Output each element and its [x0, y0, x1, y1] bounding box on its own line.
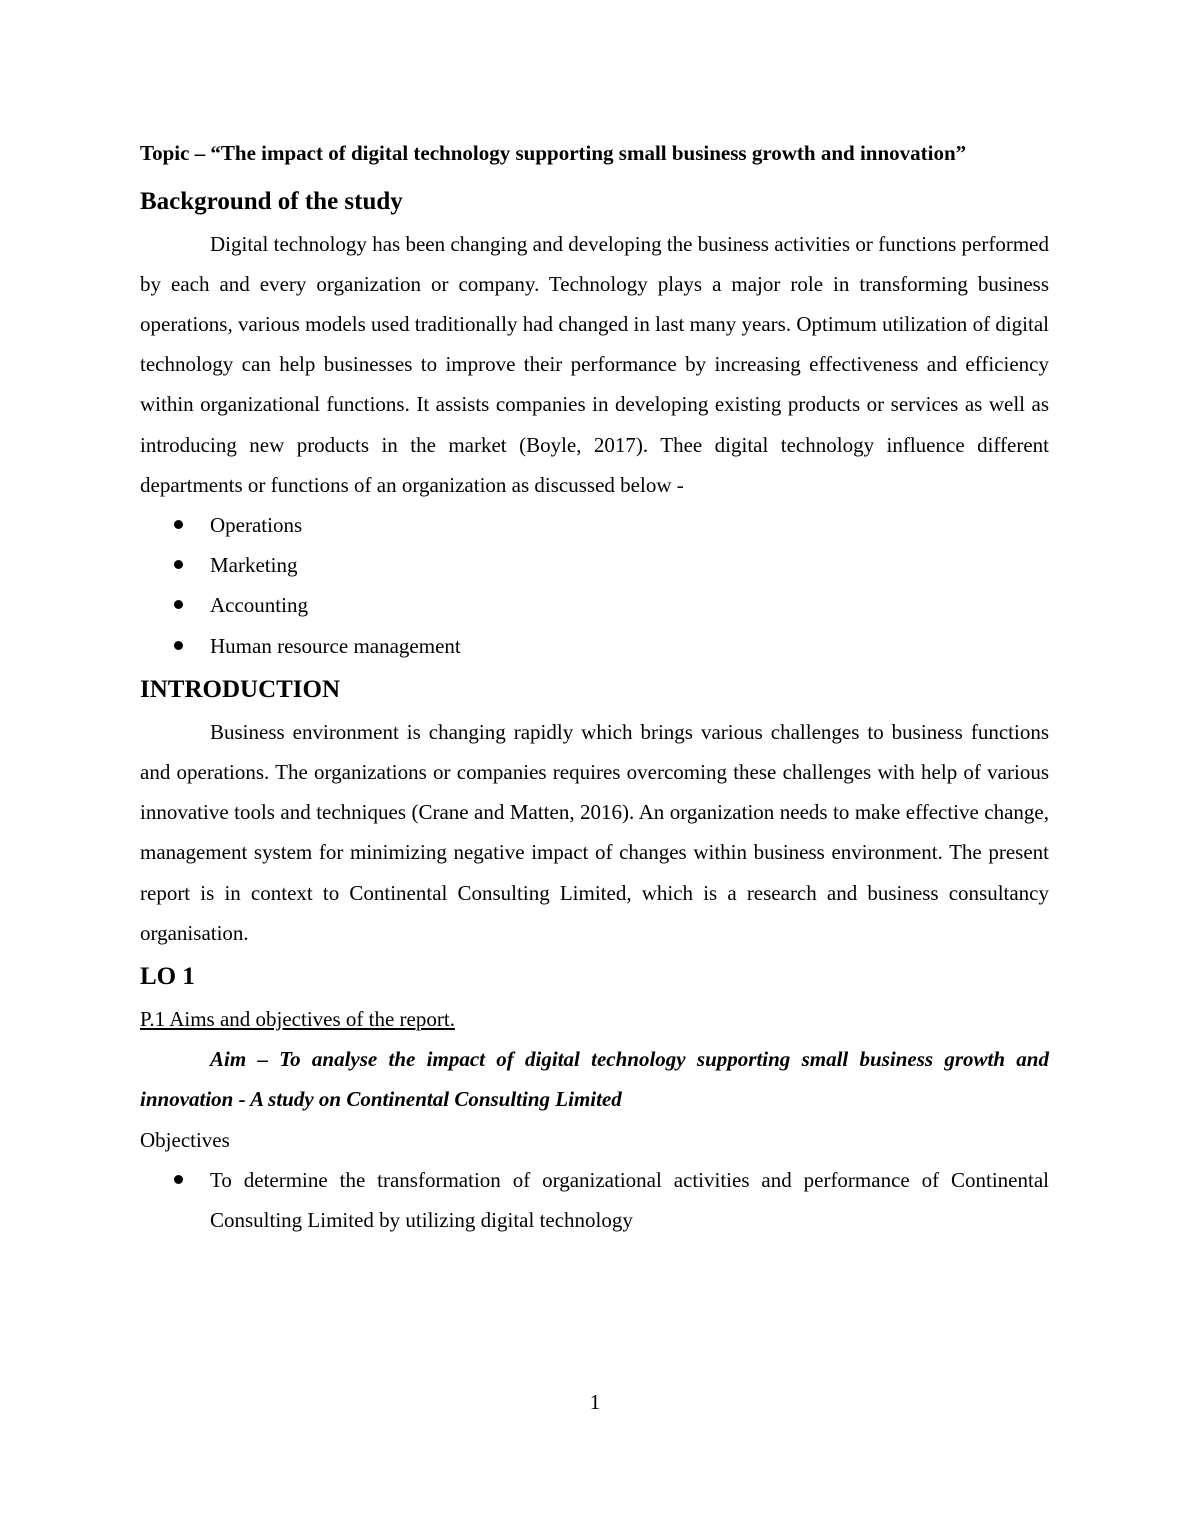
background-paragraph: Digital technology has been changing and developing the business activities or functions performed by each and every organization or company. Technology plays a major role in transforming business operations, various models used traditionally had changed in last many years. Optimum utilization of digital technology can help businesses to improve their performance by increasing effectiveness and efficiency within organizational functions. It assists companies in developing existing products or services as well as introducing new products in the market (Boyle, 2017). Thee digital technology influence different departments or functions of an organization as discussed below -: [140, 231, 1049, 497]
introduction-paragraph: Business environment is changing rapidly which brings various challenges to business functions and operations. The organizations or companies requires overcoming these challenges with help of various innovative tools and techniques (Crane and Matten, 2016). An organization needs to make effective change, management system for minimizing negative impact of changes within business environment. The present report is in context to Continental Consulting Limited, which is a research and business consultancy organisation.: [140, 719, 1049, 945]
introduction-heading: INTRODUCTION: [140, 675, 341, 703]
list-item: Operations: [140, 505, 1049, 545]
list-item: Marketing: [140, 545, 1049, 585]
bullet-icon: [174, 560, 183, 569]
bullet-icon: [174, 1175, 183, 1184]
bullet-icon: [174, 600, 183, 609]
list-item: Accounting: [140, 585, 1049, 625]
objectives-label: Objectives: [140, 1127, 230, 1152]
page-content: [140, 133, 1049, 1240]
bullet-icon: [174, 641, 183, 650]
bullet-icon: [174, 520, 183, 529]
aims-subheading: P.1 Aims and objectives of the report.: [140, 1006, 455, 1031]
department-list: [140, 505, 1049, 666]
list-item: Human resource management: [140, 626, 1049, 666]
page-number: 1: [589, 1390, 601, 1414]
list-item: To determine the transformation of organizational activities and performance of Continental Consulting Limited by utilizing digital technology: [140, 1160, 1049, 1240]
aim-statement: Aim – To analyse the impact of digital technology supporting small business growth and innovation - A study on Continental Consulting Limited: [140, 1047, 1049, 1112]
objectives-list: [140, 1160, 1049, 1240]
topic-title: Topic – “The impact of digital technology supporting small business growth and innovation”: [140, 141, 967, 165]
lo1-heading: LO 1: [140, 962, 195, 990]
background-heading: Background of the study: [140, 187, 403, 215]
